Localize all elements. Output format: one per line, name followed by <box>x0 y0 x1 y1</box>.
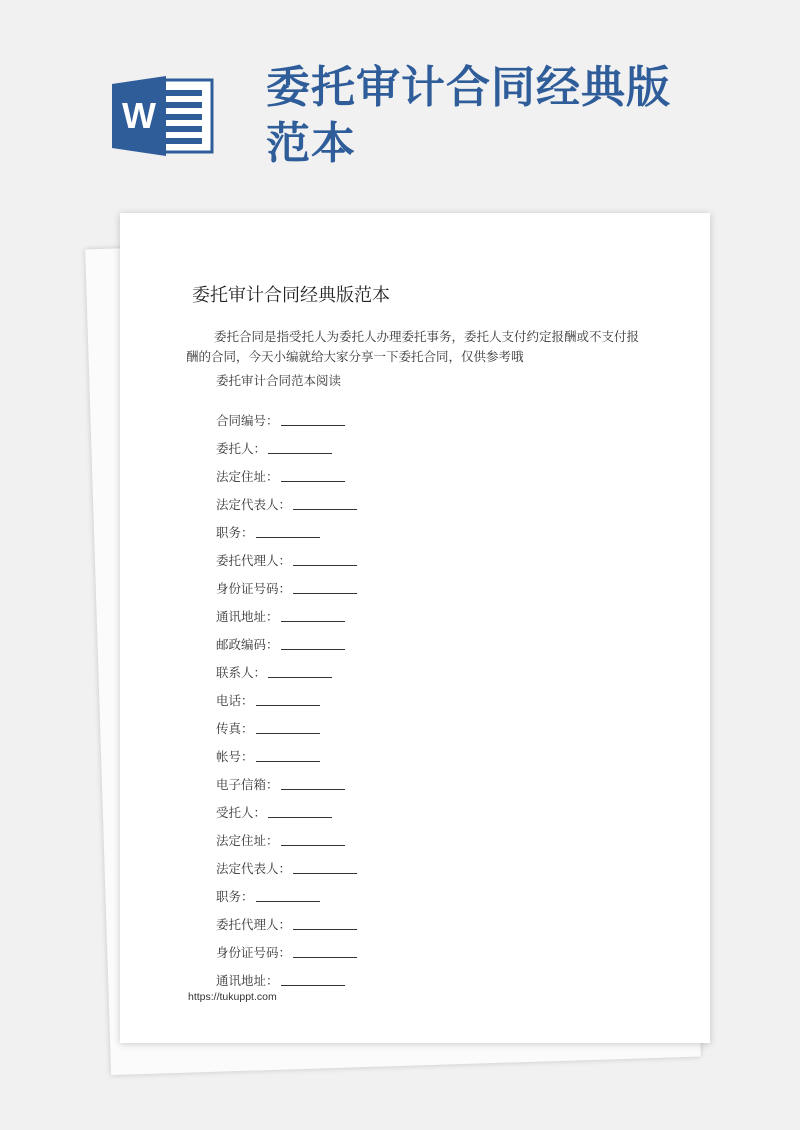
field-row <box>216 625 357 653</box>
blank-line <box>268 676 332 678</box>
field-label: 联系人： <box>216 665 267 680</box>
field-row <box>216 401 357 429</box>
field-label: 电话： <box>216 693 254 708</box>
field-row <box>216 569 357 597</box>
field-row <box>216 597 357 625</box>
field-label: 法定住址： <box>216 833 279 848</box>
field-row <box>216 513 357 541</box>
page-title: 委托审计合同经典版范本 <box>266 62 671 169</box>
blank-line <box>268 452 332 454</box>
field-label: 合同编号： <box>216 413 279 428</box>
field-label: 法定代表人： <box>216 861 292 876</box>
field-label: 电子信箱： <box>216 777 279 792</box>
blank-line <box>293 872 357 874</box>
field-label: 邮政编码： <box>216 637 279 652</box>
field-label: 身份证号码： <box>216 581 292 596</box>
field-row <box>216 709 357 737</box>
field-label: 传真： <box>216 721 254 736</box>
field-label: 受托人： <box>216 805 267 820</box>
document-subheading: 委托审计合同范本阅读 <box>216 373 342 388</box>
field-row <box>216 765 357 793</box>
blank-line <box>293 928 357 930</box>
field-label: 职务： <box>216 889 254 904</box>
field-label: 法定住址： <box>216 469 279 484</box>
blank-line <box>256 900 320 902</box>
field-row <box>216 681 357 709</box>
field-row <box>216 933 357 961</box>
blank-line <box>256 704 320 706</box>
field-row <box>216 961 357 989</box>
field-label: 法定代表人： <box>216 497 292 512</box>
field-row <box>216 541 357 569</box>
document-page <box>120 213 710 1043</box>
blank-line <box>293 592 357 594</box>
field-row <box>216 737 357 765</box>
blank-line <box>256 536 320 538</box>
blank-line <box>293 564 357 566</box>
field-label: 职务： <box>216 525 254 540</box>
field-label: 委托人： <box>216 441 267 456</box>
field-row <box>216 457 357 485</box>
document-title: 委托审计合同经典版范本 <box>192 285 390 306</box>
field-label: 身份证号码： <box>216 945 292 960</box>
blank-line <box>268 816 332 818</box>
field-row <box>216 485 357 513</box>
field-label: 通讯地址： <box>216 973 279 988</box>
word-document-icon <box>112 76 214 156</box>
intro-paragraph: 委托合同是指受托人为委托人办理委托事务，委托人支付约定报酬或不支付报酬的合同，今天小编就给大家分享一下委托合同，仅供参考哦 <box>186 329 640 364</box>
field-row <box>216 821 357 849</box>
field-row <box>216 653 357 681</box>
blank-line <box>256 732 320 734</box>
blank-line <box>281 620 345 622</box>
blank-line <box>293 508 357 510</box>
field-row <box>216 849 357 877</box>
blank-line <box>281 844 345 846</box>
blank-line <box>281 480 345 482</box>
field-label: 通讯地址： <box>216 609 279 624</box>
field-row <box>216 429 357 457</box>
field-row <box>216 793 357 821</box>
footer-url: https://tukuppt.com <box>188 991 277 1003</box>
blank-line <box>281 984 345 986</box>
field-row <box>216 877 357 905</box>
field-label: 委托代理人： <box>216 917 292 932</box>
blank-line <box>293 956 357 958</box>
word-logo-letter: W <box>122 95 156 136</box>
blank-line <box>256 760 320 762</box>
field-label: 帐号： <box>216 749 254 764</box>
field-row <box>216 905 357 933</box>
blank-line <box>281 424 345 426</box>
contract-field-list <box>216 401 357 989</box>
blank-line <box>281 788 345 790</box>
field-label: 委托代理人： <box>216 553 292 568</box>
blank-line <box>281 648 345 650</box>
